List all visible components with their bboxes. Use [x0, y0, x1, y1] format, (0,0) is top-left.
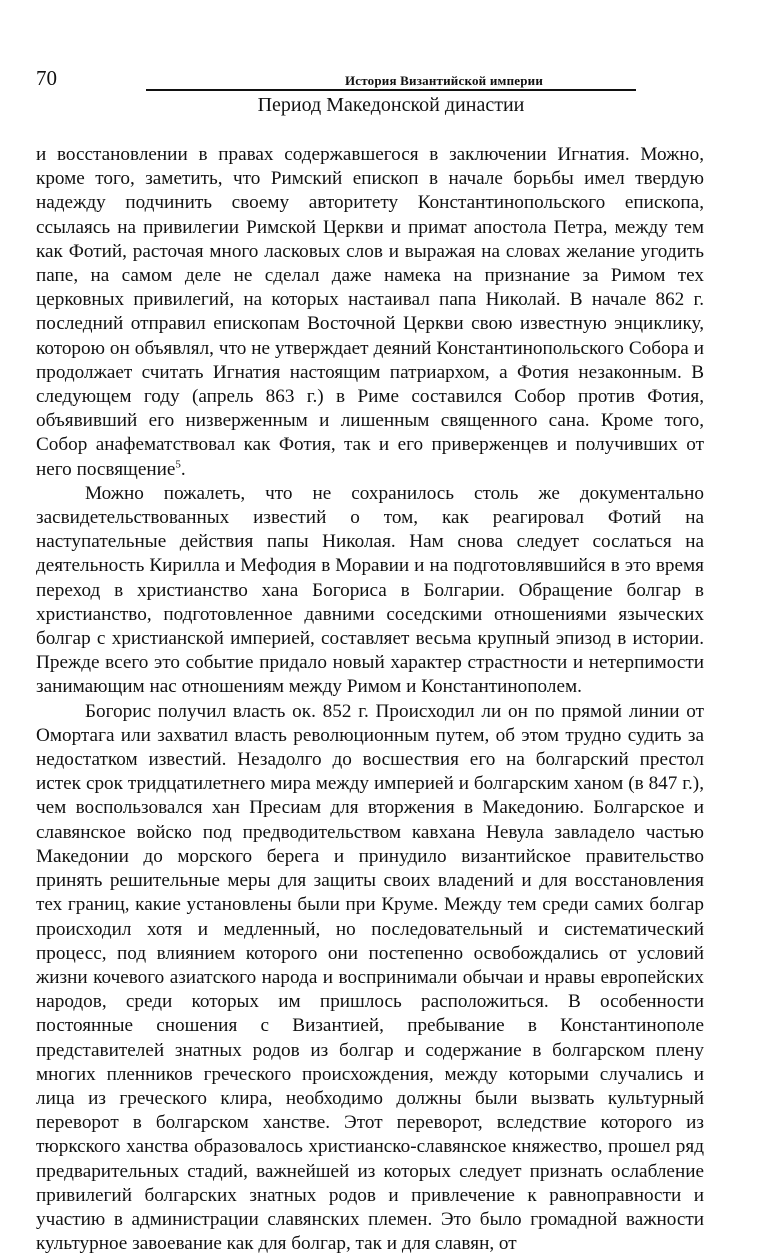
section-title: Период Македонской династии [257, 94, 525, 116]
paragraph-1 [36, 143, 704, 482]
page-number: 70 [36, 66, 57, 90]
body-text [36, 143, 704, 1256]
page-header [36, 66, 704, 116]
paragraph-2: Можно пожалеть, что не сохранилось столь же документально засвидетельствованных известий о том, как реагировал Фотий на наступательные действия папы Николая. Нам снова следует сослаться на деятельность Кирилла и Мефодия в Моравии и на подготовлявшийся в это время переход в христианство хана Богориса в Болгарии. Обращение болгар в христианство, подготовленное давними соседскими отношениями языческих болгар с христианской империей, составляет весьма крупный эпизод в истории. Прежде всего это событие придало новый характер страстности и нетерпимости занимающим нас отношениям между Римом и Константинополем. [36, 482, 704, 698]
running-title: История Византийской империи [344, 73, 544, 88]
footnote-reference[interactable]: 5 [175, 458, 181, 471]
header-rule [146, 89, 636, 91]
paragraph-3: Богорис получил власть ок. 852 г. Происходил ли он по прямой линии от Омортага или захватил власть революционным путем, об этом трудно судить за недостатком известий. Незадолго до восшествия его на болгарский престол истек срок тридцатилетнего мира между империей и болгарским ханом (в 847 г.), чем воспользовался хан Пресиам для вторжения в Македонию. Болгарское и славянское войско под предводительством кавхана Невула завладело частью Македонии до морского берега и принудило византийское правительство принять решительные меры для защиты своих владений и для восстановления тех границ, какие установлены были при Круме. Между тем среди самих болгар происходил хотя и медленный, но последовательный и систематический процесс, под влиянием которого они постепенно освобождались от условий жизни кочевого азиатского народа и воспринимали обычаи и нравы европейских народов, среди которых им пришлось расположиться. В особенности постоянные сношения с Византией, пребывание в Константинополе представителей знатных родов из болгар и содержание в болгарском плену многих пленников греческого происхождения, между которыми случались и лица из греческого клира, необходимо должны были вызвать культурный переворот в болгарском ханстве. Этот переворот, вследствие которого из тюркского ханства образовалось христианско-славянское княжество, прошел ряд предварительных стадий, важнейшей из которых следует признать ослабление привилегий болгарских знатных родов и привлечение к равноправности и участию в администрации славянских племен. Это было громадной важности культурное завоевание как для болгар, так и для славян, от [36, 700, 704, 1255]
paragraph-text: и восстановлении в правах содержавшегося в заключении Игнатия. Можно, кроме того, заметить, что Римский епископ в начале борьбы имел твердую надежду подчинить своему авторитету Константинопольского епископа, ссылаясь на привилегии Римской Церкви и примат апостола Петра, между тем как Фотий, расточая много ласковых слов и выражая на словах желание угодить папе, на самом деле не сделал даже намека на признание за Римом тех церковных привилегий, на которых настаивал папа Николай. В начале 862 г. последний отправил епископам Восточной Церкви свою известную энциклику, которою он объявлял, что не утверждает деяний Константинопольского Собора и продолжает считать Игнатия настоящим патриархом, а Фотия незаконным. В следующем году (апрель 863 г.) в Риме составился Собор против Фотия, объявивший его низверженным и лишенным священного сана. Кроме того, Собор анафематствовал как Фотия, так и его приверженцев и получивших от него посвящение [36, 144, 704, 480]
paragraph-tail: . [180, 458, 186, 480]
